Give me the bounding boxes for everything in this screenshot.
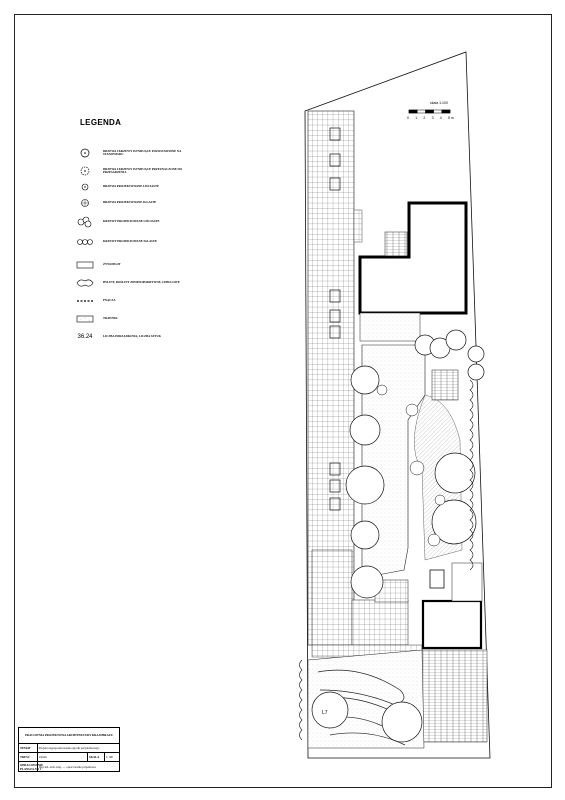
- title-block: [18, 727, 120, 772]
- pergola: [432, 370, 458, 400]
- scale-label: skala 1:100: [430, 101, 448, 105]
- legend-label: LICZBA PORZĄDKOWA, LICZBA SZTUK: [103, 334, 162, 339]
- outbuilding: [423, 601, 481, 648]
- house-terrace: [360, 313, 420, 341]
- scale-tick: 2: [423, 116, 426, 120]
- tb-key: TREŚĆ: [19, 753, 38, 761]
- legend-label: DRZEWA PROJEKTOWANE IGLASTE: [103, 200, 157, 205]
- legend-label: TRAWNIK: [103, 316, 118, 321]
- paved-lower: [312, 550, 352, 645]
- tb-scale-value: 1:100: [106, 755, 113, 759]
- tb-key: OPRACOWANIE PLANSZA NR 1: [20, 762, 44, 771]
- paved-step: [352, 600, 408, 645]
- tb-row-sheet: [19, 762, 119, 771]
- tb-row-topic: [19, 744, 119, 753]
- office-name: PRACOWNIA PROJEKTOWA ARCHITEKTURY KRAJOBRAZU: [25, 732, 113, 737]
- legend-label: KRZEWY PROJEKTOWANE IGLASTE: [103, 239, 157, 244]
- legend-label: ŻYWOPŁOT: [103, 262, 121, 267]
- side-terrace: [452, 563, 482, 601]
- scale-tick: 5 m: [447, 116, 454, 120]
- tb-value: Zieleń: [38, 753, 88, 761]
- tb-key: TEMAT: [19, 744, 38, 752]
- scale-tick: 0: [407, 116, 409, 120]
- number-label: 36.24: [77, 334, 93, 340]
- tb-value: Projekt zagospodarowania ogrodu przydomowego: [39, 746, 100, 750]
- legend-label: PNĄCZA: [103, 298, 116, 303]
- legend-label: DRZEWA I KRZEWY ISTNIEJĄCE PRZEZNACZONE DO PRZESADZENIA: [103, 166, 182, 174]
- tb-row-content: [19, 753, 119, 762]
- tb-value: mgr inż. arch. kraj. — opracowanie projektowe: [39, 764, 96, 769]
- tb-scale-key: SKALA: [88, 753, 105, 761]
- paved-connector: [354, 210, 362, 242]
- scale-tick: 3: [431, 116, 434, 120]
- legend-label: DRZEWA I KRZEWY ISTNIEJĄCE POZOSTAWIONE NA STANOWISKU: [103, 148, 182, 156]
- legend-title: LEGENDA: [80, 118, 122, 127]
- legend-label: KRZEWY PROJEKTOWANE LIŚCIASTE: [103, 219, 160, 224]
- house-steps: [385, 232, 407, 256]
- house: [360, 203, 466, 313]
- scale-tick: 4: [439, 116, 442, 120]
- legend-label: BYLINY, ROŚLINY ZIEMNOPOKRYWNE, CEBULOWE: [103, 280, 180, 285]
- plant-label: L7: [322, 710, 328, 716]
- scale-tick: 1: [415, 116, 418, 120]
- garden-table: [430, 570, 444, 588]
- legend-label: DRZEWA PROJEKTOWANE LIŚCIASTE: [103, 184, 159, 189]
- bottom-deck: [422, 650, 487, 742]
- scale-bar: [409, 110, 450, 113]
